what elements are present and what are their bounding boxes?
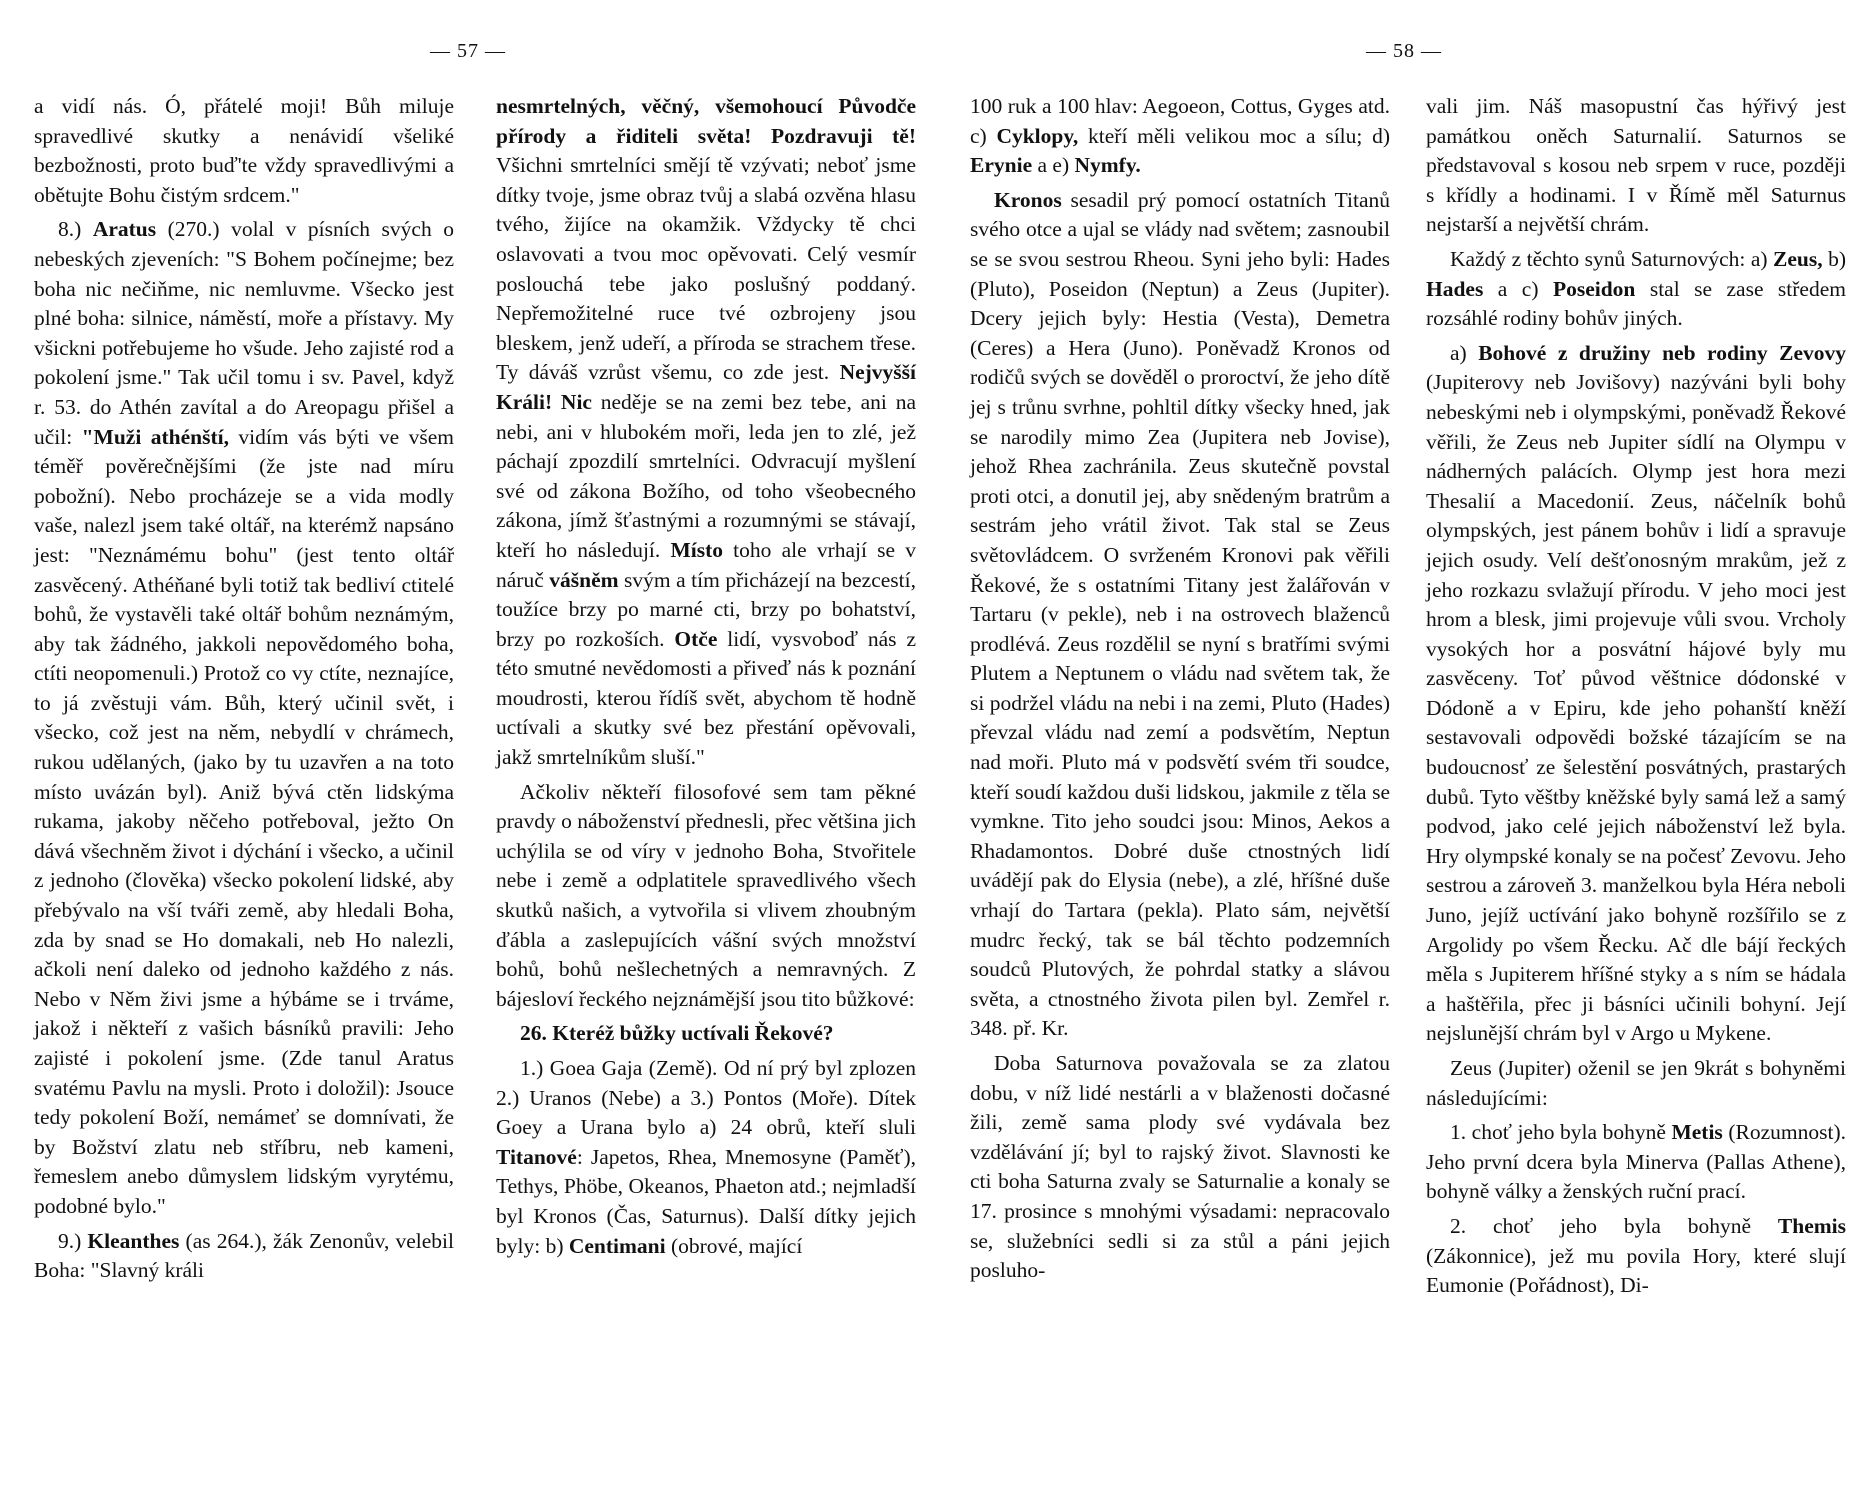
text-column-4: [1426, 92, 1846, 1306]
paragraph: [496, 1019, 916, 1049]
text-run: a e): [1032, 153, 1075, 178]
text-run: 1.) Goea Gaja (Země). Od ní prý byl zplozen 2.) Uranos (Nebe) a 3.) Pontos (Moře). Dítek Goey a Urana bylo a) 24 obrů, kteří sluli: [496, 1056, 916, 1140]
paragraph: [1426, 1054, 1846, 1113]
bold-text: Otče: [674, 626, 718, 651]
paragraph: [1426, 92, 1846, 240]
text-run: (270.) volal v písních svých o nebeských zjeveních: "S Bohem počínejme; bez boha nic nečiňme, nic nemluvme. Všecko jest plné boha: silnice, náměstí, moře a přístavy. My všickni potřebujeme ho všude. Jeho zajisté rod a pokolení jsme." Tak učil tomu i sv. Pavel, když r. 53. do Athén zavítal a do Areopagu přišel a učil:: [34, 217, 454, 449]
bold-text: nesmrtelných, věčný, všemohoucí Původče přírody a řiditeli světa! Pozdravuji tě!: [496, 94, 916, 148]
text-run: (Zákonnice), jež mu povila Hory, které slují Eumonie (Pořádnost), Di-: [1426, 1243, 1846, 1298]
bold-text: Nymfy.: [1074, 153, 1141, 178]
text-run: stal se zase středem rozsáhlé rodiny bohův jiných.: [1426, 276, 1846, 331]
paragraph: [1426, 339, 1846, 1049]
text-run: sesadil prý pomocí ostatních Titanů svého otce a ujal se vlády nad světem; zasnoubil se se svou sestrou Rheou. Syni jeho byli: Hades (Pluto), Poseidon (Neptun) a Zeus (Jupiter). Dcery jejich byly: Hestia (Vesta), Demetra (Ceres) a Hera (Juno). Poněvadž Kronos od rodičů svých se dověděl o proroctví, že jeho dítě jej s trůnu svrhne, pohltil dítky všecky hned, jak se narodily mimo Zea (Jupitera neb Jovise), jehož Rhea zachránila. Zeus skutečně povstal proti otci, a donutil jej, aby snědeným bratrům a sestrám jeho vrátil život. Tak stal se Zeus světovládcem. O svrženém Kronovi pak věřili Řekové, že s ostatními Titany jest žalářován v Tartaru (v pekle), neb i na ostrovech blaženců prodlévá. Zeus rozdělil se nyní s bratřími svými Plutem a Neptunem o vládu nad světem tak, že si podržel vládu na nebi i na zemi, Pluto (Hades) převzal vládu nad zemí a podsvětím, Neptun nad moři. Pluto má v podsvětí svém tři soudce, kteří soudí každou duši lidskou, jakmile z těla se vymkne. Tito jeho soudci jsou: Minos, Aekos a Rhadamontos. Dobré duše ctnostných lidí uvádějí pak do Elysia (nebe), a zlé, hříšné duše vrhají do Tartara (pekla). Plato sám, největší mudrc řecký, tak se bál těchto podzemních soudců Plutových, že pohrdal statky a slávou světa, a ctnostného života pilen byl. Zemřel r. 348. př. Kr.: [970, 187, 1390, 1041]
bold-text: Kleanthes: [87, 1228, 180, 1253]
paragraph: [970, 92, 1390, 181]
paragraph: [496, 778, 916, 1015]
page-number-left: — 57 —: [430, 40, 506, 62]
text-run: kteří měli velikou moc a sílu; d): [1078, 123, 1391, 148]
text-run: (Jupiterovy neb Jovišovy) nazýváni byli bohy nebeskými neb i olympskými, poněvadž Řekové věřili, že Zeus neb Jupiter sídlí na Olympu v nádherných palácích. Olymp jest hora mezi Thesalií a Macedonií. Zeus, náčelník bohů olympských, jest pánem bohův i lidí a spravuje jejich osudy. Velí dešťonosným mrakům, jež z jeho rozkazu svlažují přírodu. V jeho moci jest hrom a blesk, jimi projevuje vůli svou. Vrcholy vysokých hor a posvátní hájové byly mu zasvěceny. Toť původ věštnice dódonské v Dódoně a v Epiru, kde jeho pohanští kněží sestavovali odpovědi božské tázajícím se na budoucnosť ze šelestění posvátných, prastarých dubů. Tyto věštby kněžské byly samá lež a samý podvod, jako celé jejich náboženství lež byla. Hry olympské konaly se na počesť Zevovu. Jeho sestrou a zároveň 3. manželkou byla Héra neboli Juno, jejíž uctívání jako bohyně rozšířilo se z Argolidy po všem Řecku. Ač dle bájí řeckých měla s Jupiterem hříšné styky a s ním se hádala a haštěřila, přec ji básníci učinili bohyní. Její nejslunější chrám byl v Argo u Mykene.: [1426, 370, 1846, 1046]
text-run: vidím vás býti ve všem téměř pověrečnějšími (že jste nad míru pobožní). Nebo procházeje se a vida modly vaše, nalezl jsem také oltář, na kterémž napsáno jest: "Neznámému bohu" (jest tento oltář zasvěcený. Athéňané byli totiž tak bedliví ctitelé bohů, že vystavěli také oltář bohům neznámým, aby tak žádného, jakkoli nepovědomého boha, ctíti neopomenuli.) Protož co vy ctíte, neznajíce, to já zvěstuji vám. Bůh, který učinil svět, i všecko, což jest na něm, nebydlí v chrámech, rukou udělaných, (jako by tu uzavřen a na toto místo uvázán byl). Aniž bývá ctěn lidskýma rukama, jakoby něčeho potřeboval, ježto On dává všechněm život i dýchání i všecko, a učinil z jednoho (člověka) všecko pokolení lidské, aby přebývalo na vší tváři země, aby hledali Boha, zda by snad se Ho domakali, neb Ho nalezli, ačkoli není daleko od jednoho každého z nás. Nebo v Něm živi jsme a hýbáme se i trváme, jakož i někteří z vašich básníků pravili: Jeho zajisté i pokolení jsme. (Zde tanul Aratus svatému Pavlu na mysli. Proto i doložil): Jsouce tedy pokolení Boží, nemámeť se domnívati, že by Božství zlatu neb stříbru, neb kameni, řemeslem anebo důmyslem lidským vyrytému, podobné bylo.": [34, 424, 454, 1218]
paragraph: [34, 1227, 454, 1286]
text-run: Každý z těchto synů Saturnových: a): [1450, 246, 1774, 271]
text-run: 8.): [58, 217, 93, 242]
bold-text: Místo: [670, 537, 723, 562]
bold-text: Erynie: [970, 153, 1033, 178]
text-column-1: [34, 92, 454, 1291]
text-column-2: [496, 92, 916, 1266]
paragraph: [496, 92, 916, 773]
bold-text: Zeus,: [1773, 246, 1823, 271]
paragraph: [496, 1054, 916, 1261]
text-run: toho ale vrhají se v náruč: [496, 537, 916, 592]
text-run: 1. choť jeho byla bohyně: [1450, 1120, 1672, 1145]
text-run: 9.): [58, 1228, 88, 1253]
bold-text: Aratus: [92, 217, 157, 242]
text-run: (obrové, mající: [665, 1233, 803, 1258]
text-run: lidí, vysvoboď nás z této smutné nevědomosti a přiveď nás k poznání moudrosti, kterou řídíš svět, abychom tě hodně uctívali a skutky své bez přestání opěvovali, jakž smrtelníkům sluší.": [496, 626, 916, 770]
text-run: (Rozumnost). Jeho první dcera byla Minerva (Pallas Athene), bohyně války a ženských ruční prací.: [1426, 1120, 1846, 1204]
text-run: : Japetos, Rhea, Mnemosyne (Paměť), Tethys, Phöbe, Okeanos, Phaeton atd.; nejmladší byl Kronos (Čas, Saturnus). Další dítky jejich byly: b): [496, 1144, 916, 1258]
text-run: Zeus (Jupiter) oženil se jen 9krát s bohyněmi následujícími:: [1426, 1056, 1846, 1110]
paragraph: [1426, 1118, 1846, 1207]
text-run: vali jim. Náš masopustní čas hýřivý jest památkou oněch Saturnalií. Saturnos se představoval s kosou neb srpem v ruce, později s křídly a hodinami. I v Římě měl Saturnus nejstarší a největší chrám.: [1426, 94, 1846, 237]
bold-text: "Muži athénští,: [81, 424, 229, 449]
text-run: b): [1822, 246, 1846, 271]
text-run: (as 264.), žák Zenonův, velebil Boha: "Slavný králi: [34, 1228, 454, 1283]
bold-text: Hades: [1426, 276, 1484, 301]
bold-text: Bohové z družiny neb rodiny Zevovy: [1478, 340, 1846, 365]
bold-text: Nejvyšší Králi! Nic: [496, 360, 916, 414]
paragraph: [970, 186, 1390, 1044]
text-run: a vidí nás. Ó, přátelé moji! Bůh miluje spravedlivé skutky a nenávidí všeliké bezbožnosti, proto buď'te vždy spravedlivými a obětujte Bohu čistým srdcem.": [34, 94, 454, 207]
page-number-right: — 58 —: [1366, 40, 1442, 62]
paragraph: [34, 92, 454, 210]
text-run: 2. choť jeho byla bohyně: [1450, 1213, 1778, 1238]
bold-text: Poseidon: [1552, 276, 1636, 301]
paragraph: [1426, 245, 1846, 334]
paragraph: [1426, 1212, 1846, 1301]
text-run: a c): [1483, 276, 1553, 301]
paragraph: [34, 215, 454, 1221]
bold-text: Metis: [1671, 1120, 1723, 1145]
bold-text: Cyklopy,: [996, 123, 1079, 148]
bold-text: Centimani: [568, 1233, 666, 1258]
text-run: Všichni smrtelníci smějí tě vzývati; neboť jsme dítky tvoje, jsme obraz tvůj a slabá ozvěna hlasu tvého, žijíce na okamžik. Vždycky tě chci oslavovati a tvou moc opěvovati. Celý vesmír poslouchá tebe jako poslušný poddaný. Nepřemožitelné ruce tvé ozbrojeny jsou bleskem, jenž udeří, a příroda se strachem třese. Ty dáváš vzrůst všemu, co zde jest.: [496, 153, 916, 385]
text-run: svým a tím přicházejí na bezcestí, toužíce brzy po marné cti, brzy po bohatství, brzy po rozkoších.: [496, 567, 916, 651]
text-run: Ačkoliv někteří filosofové sem tam pěkné pravdy o náboženství přednesli, přec většina jich uchýlila se od víry v jednoho Boha, Stvořitele nebe i země a odplatitele spravedlivého všech skutků našich, a vytvořila si vlivem zhoubným ďábla a zaslepujících vášní svých množství bohů, bohů nešlechetných a nemravných. Z bájesloví řeckého nejznámější jsou tito bůžkové:: [496, 779, 916, 1011]
text-column-3: [970, 92, 1390, 1291]
text-run: neděje se na zemi bez tebe, ani na nebi, ani v hlubokém moři, leda jen to zlé, jež páchají zpozdilí smrtelníci. Odvracují myšlení své od zákona Božího, od toho všeobecného zákona, jímž šťastnými a rozumnými se stávají, kteří ho následují.: [496, 389, 916, 562]
bold-text: vášněm: [549, 567, 619, 592]
bold-text: Titanové: [496, 1144, 577, 1169]
text-run: 100 ruk a 100 hlav: Aegoeon, Cottus, Gyges atd. c): [970, 94, 1390, 148]
bold-text: Kronos: [994, 187, 1062, 212]
text-run: a): [1450, 340, 1479, 365]
bold-text: 26. Kteréž bůžky uctívali Řekové?: [520, 1021, 834, 1046]
paragraph: [970, 1049, 1390, 1286]
bold-text: Themis: [1777, 1213, 1846, 1238]
text-run: Doba Saturnova považovala se za zlatou dobu, v níž lidé nestárli a v blaženosti dočasné žili, země sama plody své vydávala bez vzdělávání jí; byl to rajský život. Slavnosti ke cti boha Saturna zvaly se Saturnalie a konaly se 17. prosince s mnohými výsadami: nepracovalo se, služebníci sedli si za stůl a páni jejich posluho-: [970, 1051, 1390, 1283]
